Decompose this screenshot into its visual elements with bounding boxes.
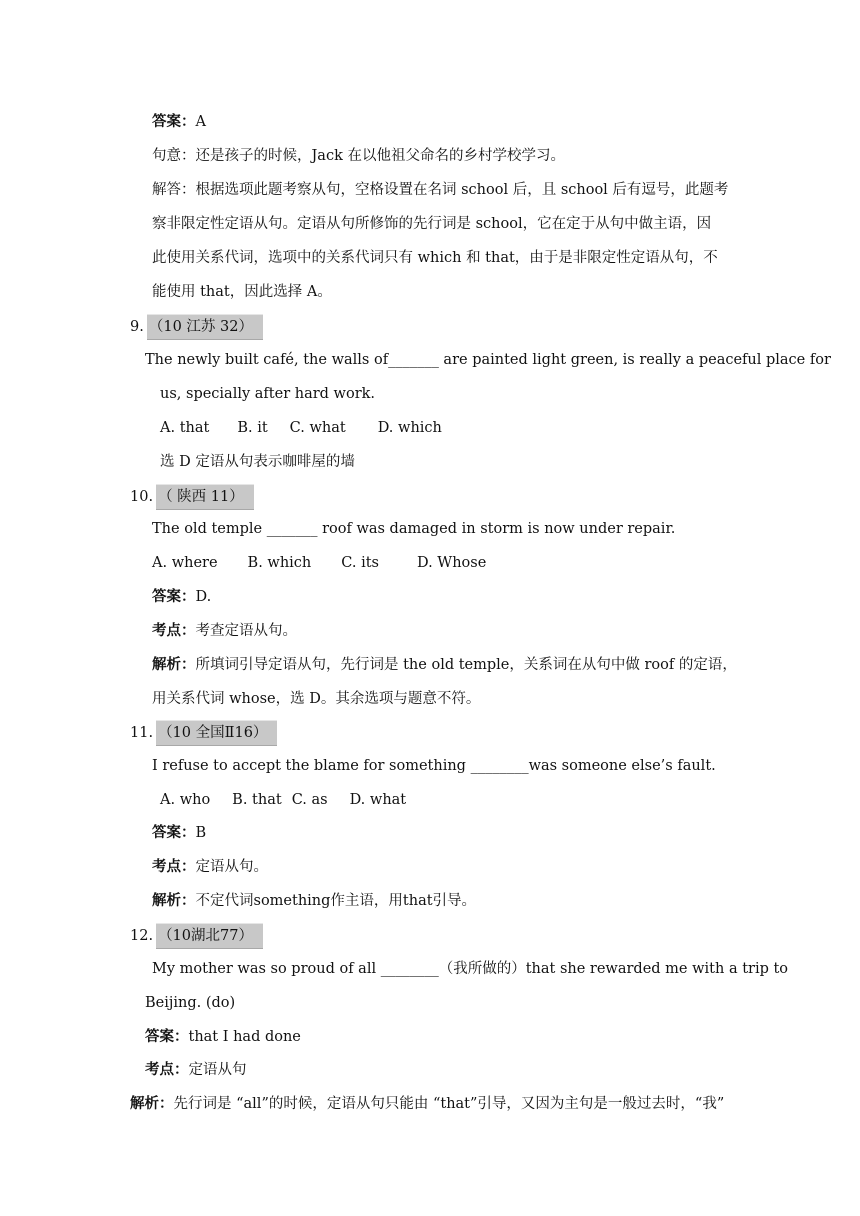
point-label: 考点： [145,1061,189,1078]
q11-option-a: A. who [160,792,211,808]
q12-answer-line [145,1027,301,1047]
q8-answer: A [195,114,206,130]
q8-analysis-text-1: 根据选项此题考察从句，空格设置在名词 school 后，且 school 后有逗号，此题考 [195,182,729,198]
q11-analysis: 不定代词something作主语，用that引导。 [195,893,477,909]
q11-option-c: C. as [291,792,328,808]
q11-answer: B [195,825,207,841]
q9-header [130,314,263,340]
q10-answer: D. [195,589,212,605]
q10-options [152,553,486,573]
q12-stem-line-1: My mother was so proud of all ________（我所做的）that she rewarded me with a trip to [152,961,789,977]
q9-source-tag: （10 江苏 32） [147,314,263,340]
q11-options [160,790,406,810]
q9-option-a: A. that [160,420,210,436]
q12-number: 12. [130,928,154,944]
analysis-label: 解析： [130,1095,174,1112]
answer-label: 答案： [152,113,196,130]
q8-analysis-line-3: 此使用关系代词，选项中的关系代词只有 which 和 that，由于是非限定性定语从句，不 [152,250,718,266]
analysis-label: 解析： [152,656,196,673]
q10-answer-line [152,587,211,607]
analysis-label: 解析： [152,892,196,909]
q10-stem: The old temple _______ roof was damaged in storm is now under repair. [152,521,676,537]
q12-source-tag: （10湖北77） [156,923,263,949]
q10-number: 10. [130,489,154,505]
q9-number: 9. [130,319,144,335]
q8-analysis-line-4: 能使用 that，因此选择 A。 [152,284,332,300]
q11-answer-line [152,823,206,843]
q12-point: 定语从句 [188,1062,247,1078]
q11-source-tag: （10 全国Ⅱ16） [156,720,277,746]
point-label: 考点： [152,622,196,639]
q8-analysis-line-1 [152,180,728,200]
q8-meaning: 句意：还是孩子的时候，Jack 在以他祖父命名的乡村学校学习。 [152,148,565,164]
q10-header [130,484,254,510]
q10-source-tag: （ 陕西 11） [156,484,254,510]
q9-option-d: D. which [377,420,442,436]
q10-analysis-line-2: 用关系代词 whose，选 D。其余选项与题意不符。 [152,691,481,707]
answer-label: 答案： [152,588,196,605]
q10-option-b: B. which [247,555,312,571]
q12-point-line [145,1060,247,1080]
point-label: 考点： [152,858,196,875]
q12-answer: that I had done [188,1029,301,1045]
q9-option-b: B. it [237,420,268,436]
q9-stem-line-1: The newly built café, the walls of_______ are painted light green, is really a peaceful place for [145,352,831,368]
q9-option-c: C. what [289,420,346,436]
q9-stem-line-2: us, specially after hard work. [160,386,376,402]
answer-label: 答案： [145,1028,189,1045]
answer-label: 答案： [152,824,196,841]
q11-point-line [152,857,268,877]
q11-header [130,720,277,746]
q11-analysis-line [152,891,476,911]
q9-note: 选 D 定语从句表示咖啡屋的墙 [160,454,355,470]
q10-option-a: A. where [152,555,218,571]
q11-option-b: B. that [232,792,282,808]
q12-analysis-line [130,1094,724,1114]
q12-analysis: 先行词是 “all”的时候，定语从句只能由 “that”引导，又因为主句是一般过去时，“我” [173,1096,725,1112]
q10-option-d: D. Whose [416,555,487,571]
q8-analysis-label: 解答： [152,182,196,198]
q10-analysis-line-1 [152,655,737,675]
q11-point: 定语从句。 [195,859,268,875]
q10-analysis-text-1: 所填词引导定语从句，先行词是 the old temple，关系词在从句中做 roof 的定语， [195,657,737,673]
q10-point-line [152,621,297,641]
q11-number: 11. [130,725,154,741]
q8-analysis-line-2: 察非限定性定语从句。定语从句所修饰的先行词是 school，它在定于从句中做主语，因 [152,216,712,232]
q12-stem-line-2: Beijing. (do) [145,995,236,1011]
q10-point: 考查定语从句。 [195,623,297,639]
q9-options [160,418,442,438]
q12-header [130,923,263,949]
q11-stem: I refuse to accept the blame for something ________was someone else’s fault. [152,758,716,774]
q11-option-d: D. what [349,792,407,808]
q8-answer-line [152,112,206,132]
q10-option-c: C. its [341,555,379,571]
